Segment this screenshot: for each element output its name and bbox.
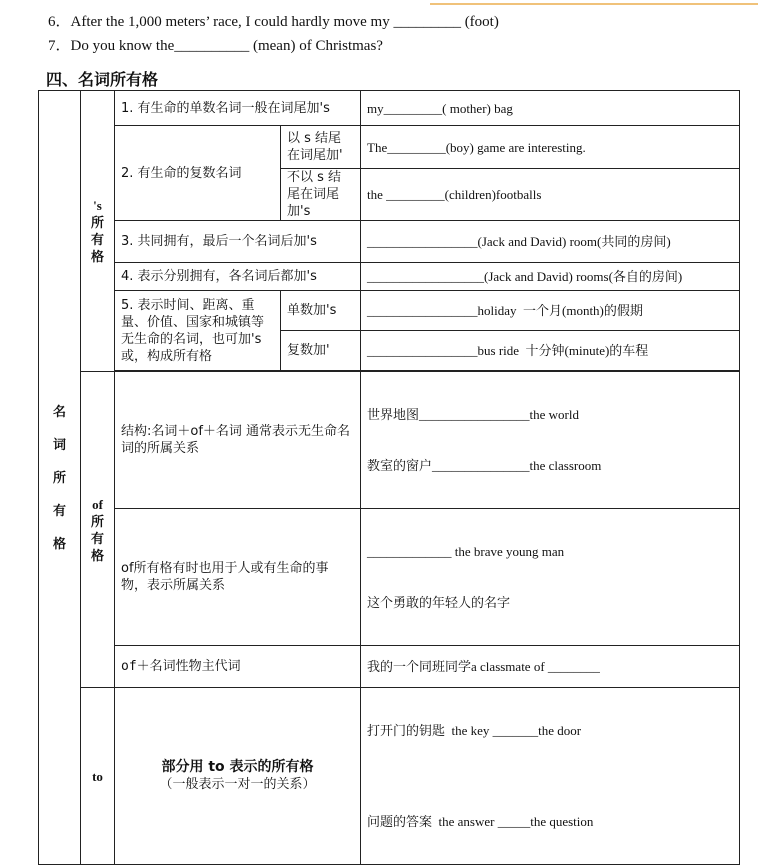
label-char: 名 xyxy=(52,404,66,419)
to-rule xyxy=(115,688,361,865)
table-row xyxy=(39,509,740,646)
section-title: 四、名词所有格 xyxy=(46,70,159,89)
table-row xyxy=(39,291,740,331)
table-row xyxy=(39,126,740,169)
table-row xyxy=(39,263,740,291)
to-example-line2: 问题的答案 the answer _____the question xyxy=(367,814,594,829)
rule-1: 1. 有生命的单数名词一般在词尾加's xyxy=(115,91,361,126)
example-2b: the _________(children)footballs xyxy=(361,169,740,221)
label-char: 所 xyxy=(90,513,104,529)
rule-5b: 复数加' xyxy=(281,331,361,371)
s-possessive-label xyxy=(81,91,115,372)
rule-3: 3. 共同拥有，最后一个名词后加's xyxy=(115,221,361,263)
to-label: to xyxy=(81,688,115,865)
example-1: my_________( mother) bag xyxy=(361,91,740,126)
label-char: 有 xyxy=(90,232,104,247)
of-possessive-label xyxy=(81,372,115,688)
example-3: _________________(Jack and David) room(共同的房间) xyxy=(361,221,740,263)
noun-possessive-label xyxy=(39,91,81,865)
label-char: 格 xyxy=(90,249,104,264)
of-rule-3: of＋名词性物主代词 xyxy=(115,646,361,688)
table-row xyxy=(39,372,740,509)
of-rule-2: of所有格有时也用于人或有生命的事物，表示所属关系 xyxy=(115,509,361,646)
of-example-2-line1: _____________ the brave young man xyxy=(367,544,565,559)
of-example-1-line1: 世界地图_________________the world xyxy=(367,407,579,422)
table-row xyxy=(39,688,740,865)
example-2a: The_________(boy) game are interesting. xyxy=(361,126,740,169)
label-char: 有 xyxy=(52,503,66,518)
table-row xyxy=(39,221,740,263)
label-char: 词 xyxy=(52,437,66,452)
rule-5: 5. 表示时间、距离、重量、价值、国家和城镇等无生命的名词，也可加's 或，构成所有格 xyxy=(115,291,281,371)
example-5b: _________________bus ride 十分钟(minute)的车程 xyxy=(361,331,740,371)
label-char: 格 xyxy=(52,536,66,551)
example-4: __________________(Jack and David) rooms(各自的房间) xyxy=(361,263,740,291)
to-rule-line2: （一般表示一对一的关系） xyxy=(159,777,316,792)
label-char: 所 xyxy=(90,215,104,230)
example-5a: _________________holiday 一个月(month)的假期 xyxy=(361,291,740,331)
possessive-table xyxy=(38,90,740,865)
label-char: 格 xyxy=(90,547,104,563)
exercise-line-7: 7．Do you know the__________ (mean) of Christmas? xyxy=(48,38,383,54)
exercise-line-6: 6．After the 1,000 meters’ race, I could hardly move my _________ (foot) xyxy=(48,14,499,30)
to-rule-line1: 部分用 to 表示的所有格 xyxy=(161,759,314,775)
rule-5a: 单数加's xyxy=(281,291,361,331)
to-example-line1: 打开门的钥匙 the key _______the door xyxy=(367,723,582,738)
of-example-1 xyxy=(361,372,740,509)
of-example-2-line2: 这个勇敢的年轻人的名字 xyxy=(367,595,511,610)
label-char: 有 xyxy=(90,530,104,546)
of-example-1-line2: 教室的窗户_______________the classroom xyxy=(367,458,602,473)
label-char: 's xyxy=(93,198,102,213)
header-rule xyxy=(430,3,758,5)
rule-4: 4. 表示分别拥有，各名词后都加's xyxy=(115,263,361,291)
label-char: 所 xyxy=(52,470,66,485)
rule-2a: 以 s 结尾在词尾加' xyxy=(281,126,361,169)
of-example-3: 我的一个同班同学a classmate of ________ xyxy=(361,646,740,688)
label-char: of xyxy=(92,496,103,512)
table-row xyxy=(39,646,740,688)
to-example xyxy=(361,688,740,865)
of-rule-1: 结构:名词＋of＋名词 通常表示无生命名词的所属关系 xyxy=(115,372,361,509)
table-row xyxy=(39,91,740,126)
rule-2b: 不以 s 结尾在词尾加's xyxy=(281,169,361,221)
rule-2: 2. 有生命的复数名词 xyxy=(115,126,281,221)
of-example-2 xyxy=(361,509,740,646)
